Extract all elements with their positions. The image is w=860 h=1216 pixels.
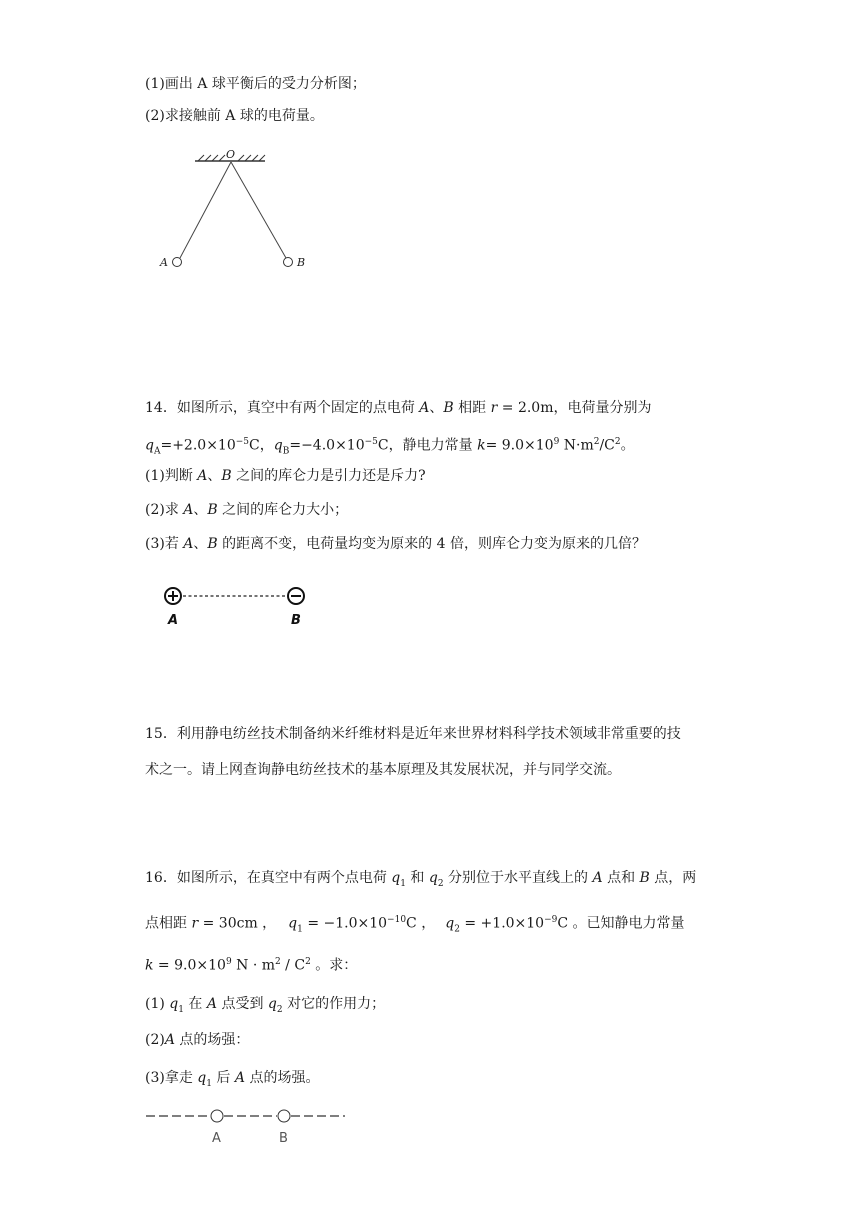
q15-line1: 15．利用静电纺丝技术制备纳米纤维材料是近年来世界材料科学技术领域非常重要的技 <box>145 726 681 742</box>
q16-line3: $k = 9.0\times 10^9$ $N \cdot m^2 / C^2$ 。求： <box>145 957 358 974</box>
q16-part3: (3)拿走 $q_1$ 后 A 点的场强。 <box>145 1070 320 1089</box>
label-b: B <box>279 1131 288 1146</box>
label-o: O <box>226 148 236 161</box>
pendulum-figure <box>140 140 340 280</box>
label-a: A <box>160 256 168 269</box>
q16-line2: 点相距 r = 30cm ， $q_1 = -1.0\times 10^{-10}C$ ， $q_2 = +1.0\times 10^{-9}C$ 。已知静电力常量 <box>145 915 685 935</box>
q14-line2: $q_A=+2.0\times 10^{-5}C$，$q_B=-4.0\times 10^{-5}C$，静电力常量 $k= 9.0\times 10^9$ $N\cdot m^2/C^2$。 <box>145 437 635 457</box>
q14-part1: (1)判断 A、B 之间的库仑力是引力还是斥力? <box>145 468 426 484</box>
q16-part1: (1) $q_1$ 在 A 点受到 $q_2$ 对它的作用力； <box>145 996 386 1015</box>
q14-part3: (3)若 A、B 的距离不变，电荷量均变为原来的 4 倍，则库仑力变为原来的几倍？ <box>145 536 646 552</box>
ball-b <box>284 258 293 267</box>
label-b: B <box>291 613 301 628</box>
q16-part2: (2)A 点的场强： <box>145 1032 250 1048</box>
ball-a <box>173 258 182 267</box>
label-a: A <box>168 613 179 628</box>
label-b: B <box>297 256 306 269</box>
q13-part2: (2)求接触前 A 球的电荷量。 <box>145 108 324 124</box>
line-figure <box>140 1104 360 1150</box>
q13-part1: (1)画出 A 球平衡后的受力分析图； <box>145 76 366 92</box>
point-a <box>211 1110 223 1122</box>
string-a <box>180 162 231 258</box>
q15-line2: 术之一。请上网查询静电纺丝技术的基本原理及其发展状况，并与同学交流。 <box>145 762 621 778</box>
q14-line1: 14．如图所示，真空中有两个固定的点电荷 A、B 相距 r = 2.0m，电荷量分别为 <box>145 400 652 416</box>
label-a: A <box>212 1131 221 1146</box>
q16-line1: 16．如图所示，在真空中有两个点电荷 $q_1$ 和 $q_2$ 分别位于水平直线上的 A 点和 B 点，两 <box>145 870 697 889</box>
point-b <box>278 1110 290 1122</box>
string-b <box>231 162 286 258</box>
q14-part2: (2)求 A、B 之间的库仑力大小； <box>145 502 349 518</box>
charges-figure <box>155 580 325 630</box>
